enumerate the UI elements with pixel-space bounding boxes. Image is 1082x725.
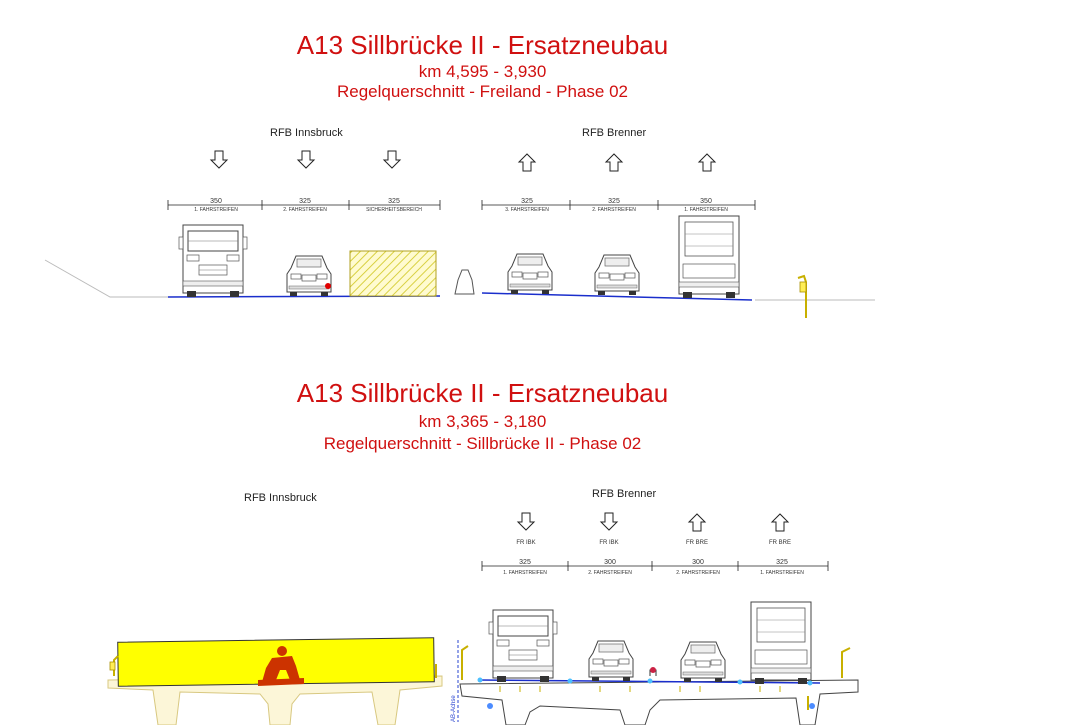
dim-label: 1. FAHRSTREIFEN: [760, 570, 804, 576]
direction-label: FR BRE: [768, 540, 792, 546]
section2-direction-arrows: [518, 513, 788, 531]
direction-label: FR BRE: [685, 540, 709, 546]
section1-dimension-lines: [168, 200, 755, 210]
dim-value: 350: [210, 198, 222, 205]
arrow-down-icon: [384, 151, 400, 168]
section1-direction-arrows: [211, 151, 715, 171]
dim-label: 2. FAHRSTREIFEN: [592, 207, 636, 213]
section2-subtitle: Regelquerschnitt - Sillbrücke II - Phase 02: [323, 434, 642, 453]
dim-label: 1. FAHRSTREIFEN: [503, 570, 547, 576]
section1-dimensions: [194, 198, 728, 213]
dim-value: 325: [608, 198, 620, 205]
dim-value: 300: [604, 559, 616, 566]
section1-road: [45, 251, 875, 318]
dim-label: 1. FAHRSTREIFEN: [684, 207, 728, 213]
dim-label: 2. FAHRSTREIFEN: [676, 570, 720, 576]
truck: [751, 602, 811, 684]
dim-label: SICHERHEITSBEREICH: [366, 207, 422, 213]
dim-value: 325: [388, 198, 400, 205]
car: [589, 641, 633, 681]
truck: [179, 225, 247, 297]
section2-rfb-innsbruck: RFB Innsbruck: [244, 492, 317, 504]
direction-label: FR IBK: [516, 540, 536, 546]
section2-left-bridge: [108, 638, 442, 725]
dim-value: 350: [700, 198, 712, 205]
truck: [679, 216, 739, 298]
dim-label: 1. FAHRSTREIFEN: [194, 207, 238, 213]
arrow-up-icon: [606, 154, 622, 171]
concrete-barrier: [455, 270, 474, 294]
dim-label: 3. FAHRSTREIFEN: [505, 207, 549, 213]
section2-km: km 3,365 - 3,180: [418, 412, 547, 431]
section1-rfb-innsbruck: RFB Innsbruck: [270, 127, 343, 139]
dim-value: 325: [521, 198, 533, 205]
section1-rfb-brenner: RFB Brenner: [582, 127, 647, 139]
arrow-up-icon: [519, 154, 535, 171]
section1-km: km 4,595 - 3,930: [418, 62, 547, 81]
axis-label: AB-Achse: [451, 695, 457, 722]
arrow-down-icon: [601, 513, 617, 530]
dim-value: 325: [299, 198, 311, 205]
section2-dimensions: [503, 559, 804, 576]
safety-zone-hatched: [350, 251, 436, 296]
dim-value: 300: [692, 559, 704, 566]
direction-label: FR IBK: [599, 540, 619, 546]
car: [508, 254, 552, 294]
arrow-down-icon: [518, 513, 534, 530]
arrow-up-icon: [699, 154, 715, 171]
section1-subtitle: Regelquerschnitt - Freiland - Phase 02: [336, 82, 629, 101]
arrow-down-icon: [298, 151, 314, 168]
car: [595, 255, 639, 295]
section2-title: A13 Sillbrücke II - Ersatzneubau: [296, 378, 669, 408]
warning-light: [325, 283, 331, 289]
dim-value: 325: [519, 559, 531, 566]
truck: [489, 610, 557, 682]
section2-direction-labels: [516, 540, 791, 546]
guardrail-post: [798, 276, 806, 318]
section1-title: A13 Sillbrücke II - Ersatzneubau: [296, 30, 669, 60]
dim-label: 2. FAHRSTREIFEN: [283, 207, 327, 213]
dim-label: 2. FAHRSTREIFEN: [588, 570, 632, 576]
arrow-up-icon: [772, 514, 788, 531]
section2-rfb-brenner: RFB Brenner: [592, 488, 657, 500]
arrow-down-icon: [211, 151, 227, 168]
car: [681, 642, 725, 682]
car: [287, 256, 331, 296]
arrow-up-icon: [689, 514, 705, 531]
dim-value: 325: [776, 559, 788, 566]
